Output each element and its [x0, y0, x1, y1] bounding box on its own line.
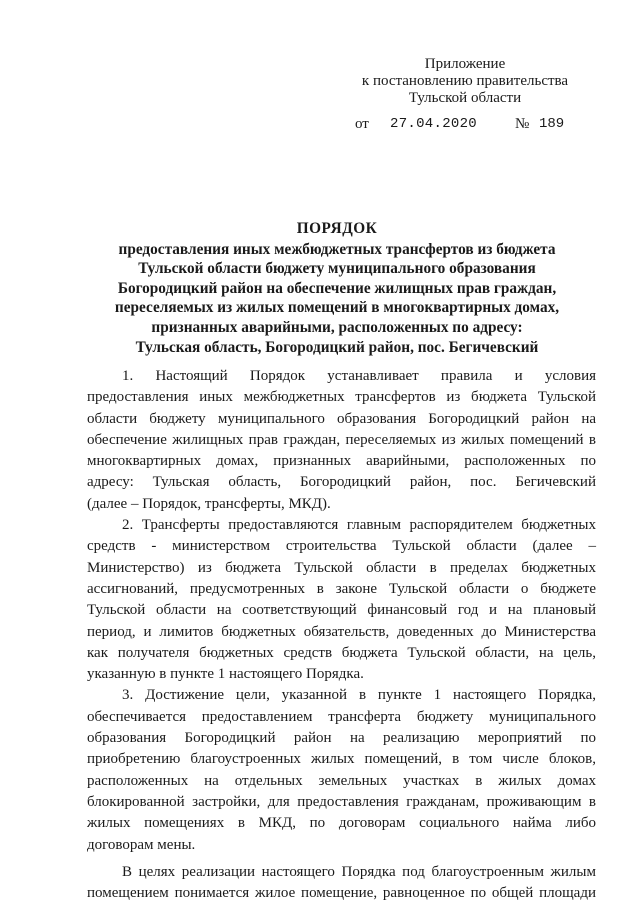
text-line: многоквартирных домах, признанных аварийными, расположенных по: [87, 453, 596, 470]
document-body: [87, 366, 596, 904]
text-line: указанную в пункте 1 настоящего Порядка.: [87, 666, 364, 683]
decree-number-label: №: [515, 116, 530, 132]
text-line: ассигнований, предусмотренных в законе Тульской области о бюджете: [87, 580, 596, 597]
appendix-header: [340, 56, 590, 107]
text-line: 2. Трансферты предоставляются главным распорядителем бюджетных: [122, 517, 596, 534]
decree-date: 27.04.2020: [390, 116, 478, 132]
text-line: договорам мены.: [87, 836, 196, 853]
text-line: 1. Настоящий Порядок устанавливает правила и условия: [122, 368, 596, 384]
appendix-line-1: Приложение: [424, 56, 506, 72]
text-line: блокированной застройки, для предоставления гражданам, проживающим в: [87, 793, 596, 810]
text-line: период, и лимитов бюджетных обязательств, доведенных до Министерства: [87, 623, 596, 640]
date-from-label: от: [355, 116, 369, 132]
text-line: обеспечение жилищных прав граждан, переселяемых из жилых помещений в: [87, 431, 596, 448]
text-line: обеспечивается предоставлением трансферта бюджету муниципального: [87, 708, 596, 725]
title-line: Тульская область, Богородицкий район, пос. Бегичевский: [135, 338, 539, 356]
text-line: как получателя бюджетных средств бюджета Тульской области, на цель,: [87, 644, 596, 661]
appendix-line-3: Тульской области: [408, 90, 522, 106]
decree-number: 189: [539, 116, 565, 132]
text-line: (далее – Порядок, трансферты, МКД).: [87, 495, 331, 512]
text-line: Тульской области на соответствующий финансовый год и на плановый: [87, 602, 596, 619]
paragraph-4: [87, 862, 596, 905]
text-line: образования Богородицкий район на реализацию мероприятий по: [87, 730, 596, 747]
text-line: В целях реализации настоящего Порядка под благоустроенным жилым: [122, 863, 596, 880]
appendix-line-2: к постановлению правительства: [361, 73, 569, 89]
title-line: предоставления иных межбюджетных трансфертов из бюджета: [118, 240, 556, 258]
text-line: 3. Достижение цели, указанной в пункте 1 настоящего Порядка,: [122, 687, 596, 704]
text-line: адресу: Тульская область, Богородицкий район, пос. Бегичевский: [87, 474, 596, 491]
text-line: предоставления иных межбюджетных трансфертов из бюджета Тульской: [87, 389, 596, 406]
text-line: расположенных на отдельных земельных участках в жилых домах: [87, 772, 596, 789]
text-line: области бюджету муниципального образования Богородицкий район на: [87, 410, 596, 427]
text-line: приобретению благоустроенных жилых помещений, в том числе блоков,: [87, 751, 596, 768]
text-line: Министерство) из бюджета Тульской области в пределах бюджетных: [87, 559, 596, 576]
title-line: признанных аварийными, расположенных по адресу:: [151, 318, 523, 336]
paragraph-2: [87, 515, 596, 685]
title-line: Богородицкий район на обеспечение жилищных прав граждан,: [117, 279, 557, 297]
document-title: [95, 219, 579, 357]
text-line: средств - министерством строительства Тульской области (далее –: [87, 538, 596, 555]
title-line: переселяемых из жилых помещений в многоквартирных домах,: [114, 299, 560, 317]
paragraph-3: [87, 685, 596, 855]
text-line: жилых помещениях в МКД, по договорам социального найма либо: [87, 815, 596, 832]
title-line: Тульской области бюджету муниципального образования: [138, 260, 536, 278]
title-main: ПОРЯДОК: [296, 220, 378, 237]
text-line: помещением понимается жилое помещение, равноценное по общей площади: [87, 885, 596, 902]
paragraph-1: [87, 366, 596, 515]
